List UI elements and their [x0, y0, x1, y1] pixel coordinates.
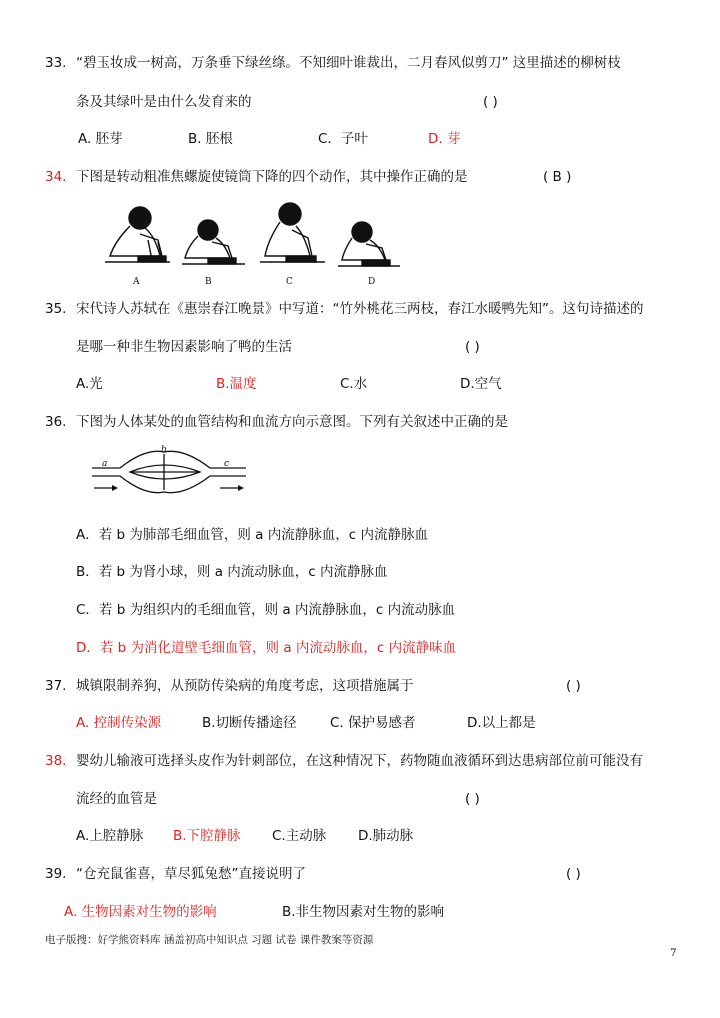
q35-option-c: C.水 — [340, 376, 368, 392]
q38-option-b-answer: B.下腔静脉 — [173, 828, 241, 844]
q33-option-a: A. 胚芽 — [78, 131, 123, 147]
q36-option-a: A．若 b 为肺部毛细血管，则 a 内流静脉血，c 内流静脉血 — [76, 527, 428, 543]
q39-answer-paren: ( ) — [566, 866, 581, 882]
q35-stem-line1: 宋代诗人苏轼在《惠崇春江晚景》中写道：“竹外桃花三两枝，春江水暖鸭先知”。这句诗描述的 — [76, 301, 644, 317]
page-footer: 电子版搜：好学熊资料库 涵盖初高中知识点 习题 试卷 课件教案等资源 — [45, 934, 374, 946]
q33-option-d-answer: D. 芽 — [428, 131, 461, 147]
q36-option-b: B．若 b 为肾小球，则 a 内流动脉血，c 内流静脉血 — [76, 564, 388, 580]
q38-option-a: A.上腔静脉 — [76, 828, 144, 844]
q33-stem-line1: “碧玉妆成一树高，万条垂下绿丝绦。不知细叶谁裁出，二月春风似剪刀” 这里描述的柳树枝 — [76, 55, 621, 71]
q38-stem-line1: 婴幼儿输液可选择头皮作为针刺部位，在这种情况下，药物随血液循环到达患病部位前可能没有 — [76, 753, 643, 769]
q38-number: 38. — [45, 753, 67, 769]
fig-label-d: D — [368, 277, 376, 287]
q36-option-d-answer: D．若 b 为消化道壁毛细血管，则 a 内流动脉血，c 内流静味血 — [76, 640, 457, 656]
q37-option-d: D.以上都是 — [467, 715, 536, 731]
q34-stem: 下图是转动粗准焦螺旋使镜筒下降的四个动作，其中操作正确的是 — [76, 169, 468, 185]
q35-option-a: A.光 — [76, 376, 103, 392]
q36-option-c: C．若 b 为组织内的毛细血管，则 a 内流静脉血，c 内流动脉血 — [76, 602, 456, 618]
q37-option-b: B.切断传播途径 — [202, 715, 297, 731]
q36-number: 36. — [45, 414, 67, 430]
q33-option-b: B. 胚根 — [188, 131, 233, 147]
q38-option-d: D.肺动脉 — [358, 828, 414, 844]
q37-stem: 城镇限制养狗，从预防传染病的角度考虑，这项措施属于 — [76, 678, 414, 694]
vessel-label-b: b — [161, 445, 167, 455]
q35-number: 35. — [45, 301, 67, 317]
vessel-label-a: a — [102, 459, 108, 469]
q35-stem-line2: 是哪一种非生物因素影响了鸭的生活 — [76, 339, 292, 355]
fig-label-b: B — [205, 277, 212, 287]
figure-d-person-microscope — [338, 222, 400, 266]
q38-stem-line2: 流经的血管是 — [76, 791, 157, 807]
q36-blood-vessel-diagram — [90, 444, 250, 498]
q34-answer-paren: ( B ) — [543, 169, 572, 185]
fig-label-a: A — [133, 277, 140, 287]
figure-a-person-microscope — [105, 207, 170, 262]
q33-number: 33. — [45, 55, 67, 71]
q38-answer-paren: ( ) — [465, 791, 480, 807]
figure-c-person-microscope — [260, 203, 325, 262]
q33-option-c: C．子叶 — [318, 131, 368, 147]
q38-option-c: C.主动脉 — [272, 828, 327, 844]
fig-label-c: C — [286, 277, 293, 287]
q34-microscope-figure — [100, 196, 420, 290]
q37-option-a-answer: A. 控制传染源 — [76, 715, 162, 731]
q34-number: 34. — [45, 169, 67, 185]
q39-number: 39. — [45, 866, 67, 882]
q35-answer-paren: ( ) — [465, 339, 480, 355]
q37-option-c: C. 保护易感者 — [330, 715, 416, 731]
q39-option-b: B.非生物因素对生物的影响 — [282, 904, 445, 920]
q37-number: 37. — [45, 678, 67, 694]
q37-answer-paren: ( ) — [566, 678, 581, 694]
vessel-label-c: c — [224, 459, 230, 469]
q35-option-b-answer: B.温度 — [216, 376, 257, 392]
page-number: 7 — [670, 947, 677, 959]
q35-option-d: D.空气 — [460, 376, 502, 392]
q39-stem: “仓充鼠雀喜，草尽狐兔愁”直接说明了 — [76, 866, 306, 882]
q33-answer-paren: ( ) — [483, 94, 498, 110]
q33-stem-line2: 条及其绿叶是由什么发育来的 — [76, 94, 252, 110]
figure-b-person-microscope — [182, 220, 245, 264]
q36-stem: 下图为人体某处的血管结构和血流方向示意图。下列有关叙述中正确的是 — [76, 414, 508, 430]
q39-option-a-answer: A. 生物因素对生物的影响 — [64, 904, 217, 920]
